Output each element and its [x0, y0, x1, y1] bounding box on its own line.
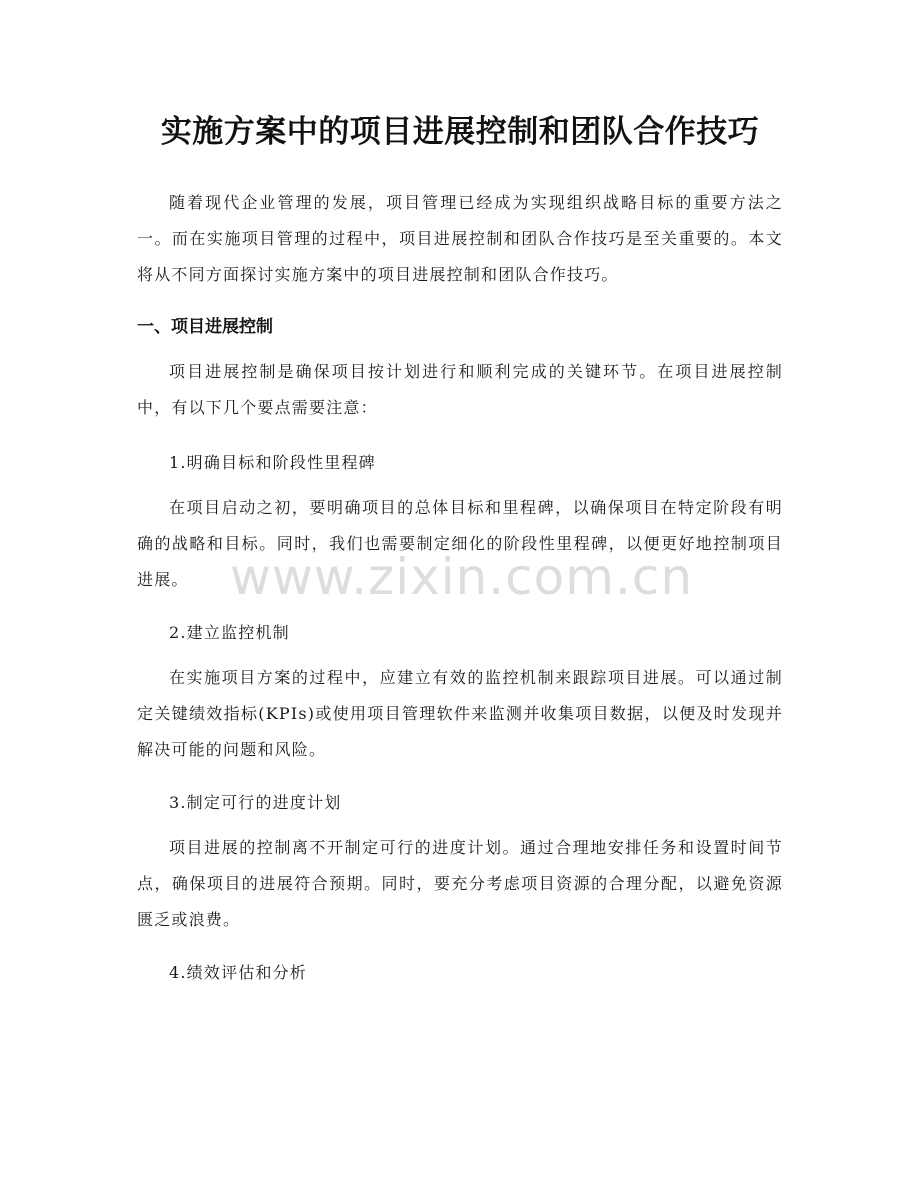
point-4-title: 4.绩效评估和分析: [169, 963, 308, 982]
point-1-body: 在项目启动之初，要明确项目的总体目标和里程碑，以确保项目在特定阶段有明确的战略和目标。同时，我们也需要制定细化的阶段性里程碑，以便更好地控制项目进展。: [137, 498, 783, 589]
section-intro-paragraph: 项目进展控制是确保项目按计划进行和顺利完成的关键环节。在项目进展控制中，有以下几个要点需要注意：: [137, 362, 783, 417]
document-title: 实施方案中的项目进展控制和团队合作技巧: [160, 114, 760, 150]
point-1-title: 1.明确目标和阶段性里程碑: [169, 453, 376, 472]
point-3-body: 项目进展的控制离不开制定可行的进度计划。通过合理地安排任务和设置时间节点，确保项目的进展符合预期。同时，要充分考虑项目资源的合理分配，以避免资源匮乏或浪费。: [137, 838, 783, 929]
section-heading: 一、项目进展控制: [137, 317, 273, 337]
intro-paragraph: 随着现代企业管理的发展，项目管理已经成为实现组织战略目标的重要方法之一。而在实施项目管理的过程中，项目进展控制和团队合作技巧是至关重要的。本文将从不同方面探讨实施方案中的项目进展控制和团队合作技巧。: [137, 193, 783, 284]
point-2-body: 在实施项目方案的过程中，应建立有效的监控机制来跟踪项目进展。可以通过制定关键绩效指标(KPIs)或使用项目管理软件来监测并收集项目数据，以便及时发现并解决可能的问题和风险。: [137, 668, 783, 759]
watermark-text: www.zixin.com.cn: [230, 548, 694, 606]
point-3-title: 3.制定可行的进度计划: [169, 793, 342, 812]
point-2-title: 2.建立监控机制: [169, 623, 290, 642]
